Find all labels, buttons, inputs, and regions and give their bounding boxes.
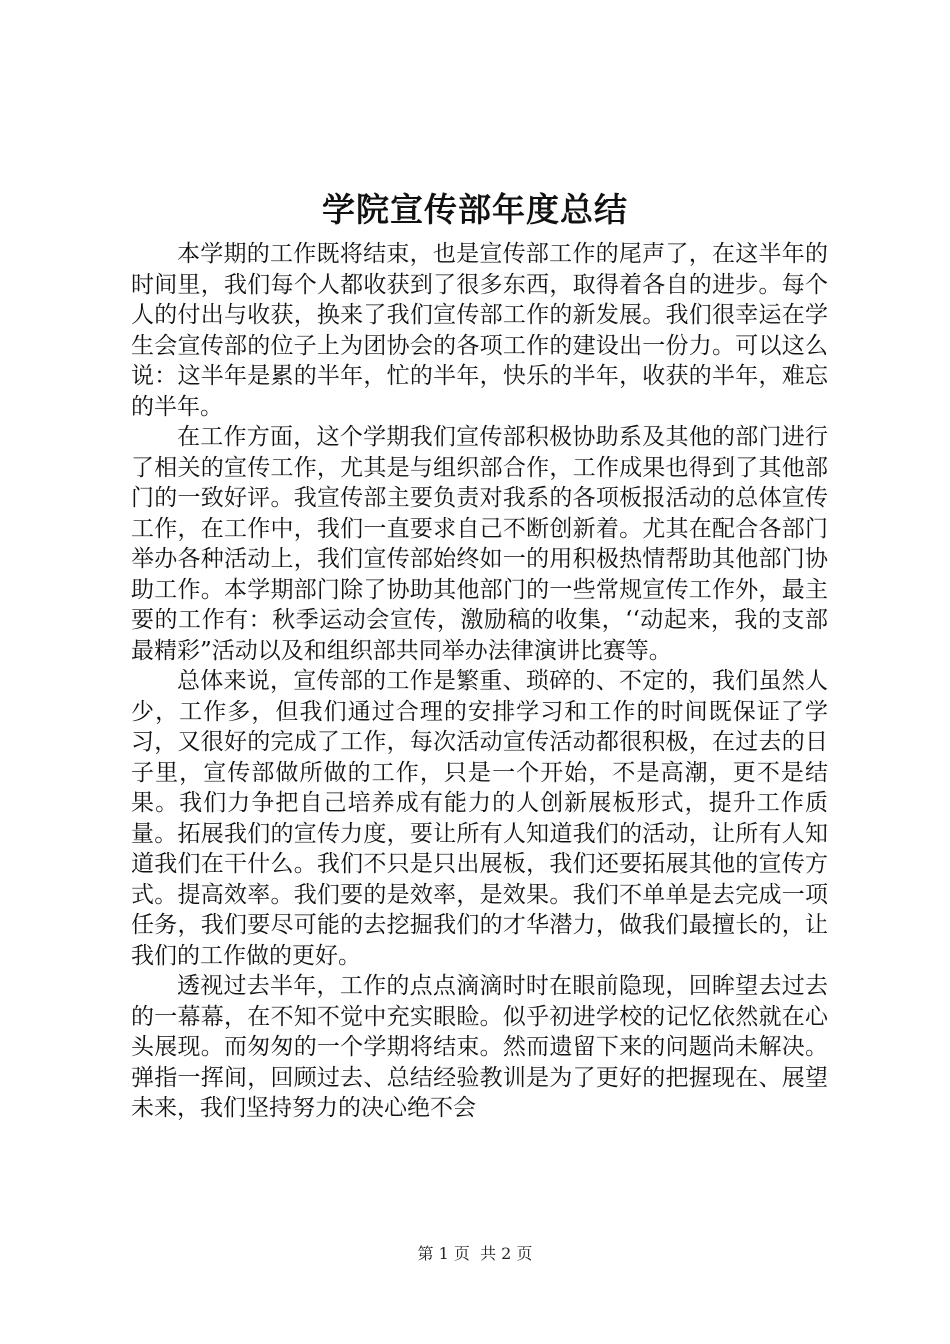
paragraph-2: 在工作方面，这个学期我们宣传部积极协助系及其他的部门进行了相关的宣传工作，尤其是与组织部合作，工作成果也得到了其他部门的一致好评。我宣传部主要负责对我系的各项板报活动的总体宣传工作，在工作中，我们一直要求自己不断创新着。尤其在配合各部门举办各种活动上，我们宣传部始终如一的用积极热情帮助其他部门协助工作。本学期部门除了协助其他部门的一些常规宣传工作外，最主要的工作有：秋季运动会宣传，激励稿的收集，‘‘动起来，我的支部最精彩”活动以及和组织部共同举办法律演讲比赛等。 bbox=[131, 424, 828, 664]
paragraph-1: 本学期的工作既将结束，也是宣传部工作的尾声了，在这半年的时间里，我们每个人都收获到了很多东西，取得着各自的进步。每个人的付出与收获，换来了我们宣传部工作的新发展。我们很幸运在学生会宣传部的位子上为团协会的各项工作的建设出一份力。可以这么说：这半年是累的半年，忙的半年，快乐的半年，收获的半年，难忘的半年。 bbox=[131, 241, 828, 420]
document-title: 学院宣传部年度总结 bbox=[322, 190, 628, 229]
page-number: 第 1 页 bbox=[417, 1244, 470, 1263]
page-total: 共 2 页 bbox=[480, 1244, 533, 1263]
document-body bbox=[131, 239, 828, 1124]
paragraph-3: 总体来说，宣传部的工作是繁重、琐碎的、不定的，我们虽然人少，工作多，但我们通过合理的安排学习和工作的时间既保证了学习，又很好的完成了工作，每次活动宣传活动都很积极，在过去的日子里，宣传部做所做的工作，只是一个开始，不是高潮，更不是结果。我们力争把自己培养成有能力的人创新展板形式，提升工作质量。拓展我们的宣传力度，要让所有人知道我们的活动，让所有人知道我们在干什么。我们不只是只出展板，我们还要拓展其他的宣传方式。提高效率。我们要的是效率，是效果。我们不单单是去完成一项任务，我们要尽可能的去挖掘我们的才华潜力，做我们最擅长的，让我们的工作做的更好。 bbox=[131, 668, 828, 969]
page-footer bbox=[0, 1242, 950, 1266]
paragraph-4: 透视过去半年，工作的点点滴滴时时在眼前隐现，回眸望去过去的一幕幕，在不知不觉中充实眼睑。似乎初进学校的记忆依然就在心头展现。而匆匆的一个学期将结束。然而遗留下来的问题尚未解决。弹指一挥间，回顾过去、总结经验教训是为了更好的把握现在、展望未来，我们坚持努力的决心绝不会 bbox=[131, 973, 828, 1121]
